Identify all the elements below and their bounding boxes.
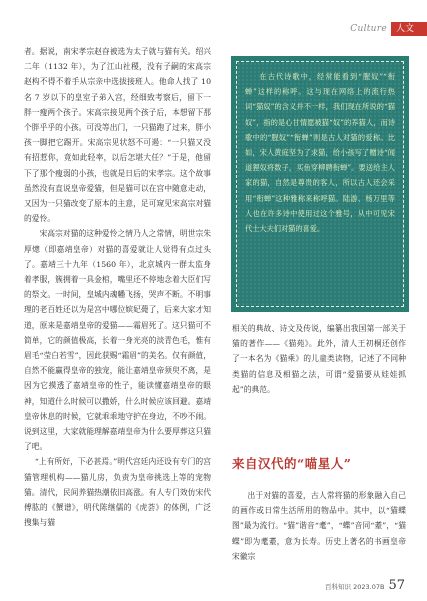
magazine-issue: 百科知识 2023.07B	[325, 583, 385, 591]
right-column-bottom	[232, 488, 406, 564]
right-column-top	[232, 321, 406, 397]
section-heading: 来自汉代的“喵星人”	[232, 456, 352, 471]
right-paragraph-2: 出于对猫的喜爱，古人常将猫的形象融入自己的画作或日常生活所用的物品中。其中，以“猫蝶图”最为流行。“猫”谐音“耄”，“蝶”音同“耋”，“猫蝶”即为耄耋，意为长寿。历史上著名的书画皇帝宋徽宗	[232, 491, 406, 561]
section-header	[350, 22, 427, 36]
left-paragraph-3: “上有所好，下必甚焉。”明代宫廷内还设有专门的宫猫管理机构——猫儿房，负责为皇帝挑选上等的宠物猫。清代，民间养猫热潮依旧高涨。有人专门效仿宋代傅肱的《蟹谱》，明代陈继儒的《虎荟》的体例，广泛搜集与猫	[24, 457, 211, 528]
sidebar-box	[231, 56, 409, 312]
left-column	[24, 44, 211, 589]
sidebar-box-text: 在古代诗歌中，经常能看到“腥奴”“衔蝉”这样的称呼。这与现在网络上的流行热词“猫奴”的含义并不一样，我们现在所说的“猫奴”，指的是心甘情愿被猫“奴”的养猫人，而诗歌中的“腥奴”“衔蝉”则是古人对猫的爱称。比如，宋人黄庭坚为了求猫，给小孩写了赠诗“闻道狸奴将数子，买鱼穿柳聘衔蝉”。要送给主人家的猫，自然是尊贵的客人，所以古人还会采用“衔蝉”这种雅称来称呼猫。陆游、杨万里等人也在许多诗中使用过这个雅号，从中可见宋代士大夫们对猫的喜爱。	[245, 72, 395, 234]
page-footer	[325, 578, 405, 593]
page-number: 57	[388, 578, 405, 593]
section-label-en: Culture	[350, 24, 387, 34]
sidebar-box-border	[236, 61, 404, 307]
section-tab-cn: 人文	[391, 22, 427, 36]
left-paragraph-2: 宋高宗对猫的这种爱怜之情乃人之常情，明世宗朱厚熜（即嘉靖皇帝）对猫的喜爱就让人觉得有点过头了。嘉靖三十九年（1560 年），北京城内一群太监身着孝服，簇拥着一具金棺，嘴里还不停地念着大臣们写的祭文。一时间，皇城内魂幡飞扬，哭声不断。不明事理的老百姓还以为是宫中哪位嫔妃薨了，后来大家才知道，原来是嘉靖皇帝的爱猫——霜眉死了。这只猫可不简单，它的颜值极高，长着一身光亮的淡青色毛，惟有眉毛“莹白若雪”，因此获赐“霜眉”的美名。仅有颜值，自然不能赢得皇帝的独宠，能让嘉靖皇帝须臾不离，是因为它摸透了嘉靖皇帝的性子，能读懂嘉靖皇帝的眼神，知道什么时候可以撒娇，什么时候应该回避。嘉靖皇帝休息的时候，它就乖乖地守护在身边，不吵不闹。说到这里，大家就能理解嘉靖皇帝为什么要厚葬这只猫了吧。	[24, 229, 211, 452]
left-paragraph-1: 者。据说，南宋孝宗赵昚被选为太子就与猫有关。绍兴二年（1132 年），为了江山社稷，没有子嗣的宋高宗赵构不得不着手从宗亲中选拔接班人。他命人找了 10 名 7 岁以下的皇室子弟入宫，经细致考察后，留下一胖一瘦两个孩子。宋高宗接见两个孩子后，本想留下那个胖乎乎的小孩。可没等出门，一只猫跑了过来，胖小孩一脚把它踢开。宋高宗见状怒不可遏：“一只猫又没有招惹你，竟如此轻率，以后怎堪大任？”于是，他留下了那个瘦弱的小孩，也就是日后的宋孝宗。这个故事虽然没有直说皇帝爱猫，但是猫可以在宫中随意走动，又因为一只猫改变了原本的主意，足可窥见宋高宗对猫的爱怜。	[24, 47, 211, 224]
right-paragraph-1: 相关的典故、诗文及传说，编纂出我国第一部关于猫的著作——《猫苑》。此外，清人王初桐还创作了一本名为《猫乘》的儿童类读物，记述了不同种类猫的信息及相猫之法，可谓“爱猫要从娃娃抓起”的典范。	[232, 324, 406, 394]
